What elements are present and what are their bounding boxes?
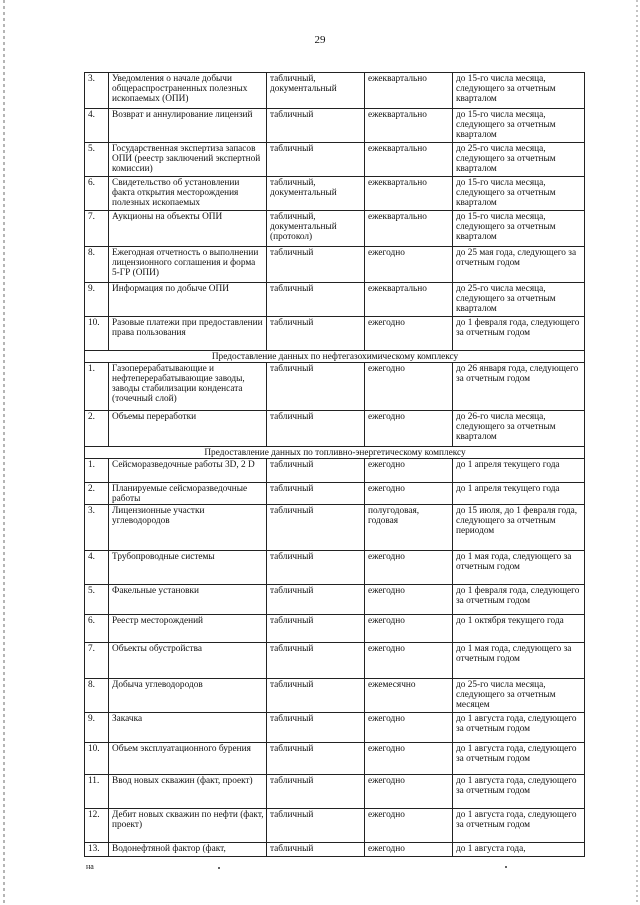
row-format: табличный xyxy=(267,743,365,775)
row-name: Газоперерабатывающие и нефтеперерабатывающие заводы, заводы стабилизации конденсата (точечный слой) xyxy=(109,363,267,411)
row-name: Реестр месторождений xyxy=(109,615,267,643)
row-name: Водонефтяной фактор (факт, xyxy=(109,843,267,857)
row-deadline: до 15-го числа месяца, следующего за отчетным кварталом xyxy=(453,211,585,247)
row-deadline: до 1 августа года, следующего за отчетным годом xyxy=(453,809,585,843)
table-row xyxy=(85,743,585,775)
row-number: 1. xyxy=(85,459,109,483)
row-deadline: до 15-го числа месяца, следующего за отчетным кварталом xyxy=(453,177,585,211)
row-format: табличный xyxy=(267,363,365,411)
row-name: Возврат и аннулирование лицензий xyxy=(109,109,267,143)
section-title: Предоставление данных по топливно-энергетическому комплексу xyxy=(85,447,585,459)
table-row xyxy=(85,643,585,679)
row-number: 6. xyxy=(85,615,109,643)
row-number: 10. xyxy=(85,317,109,351)
row-deadline: до 1 августа года, следующего за отчетным годом xyxy=(453,713,585,743)
row-deadline: до 26-го числа месяца, следующего за отчетным кварталом xyxy=(453,411,585,447)
row-format: табличный xyxy=(267,411,365,447)
row-deadline: до 15-го числа месяца, следующего за отчетным кварталом xyxy=(453,73,585,109)
row-name: Ежегодная отчетность о выполнении лицензионного соглашения и форма 5-ГР (ОПИ) xyxy=(109,247,267,283)
row-deadline: до 26 января года, следующего за отчетным годом xyxy=(453,363,585,411)
table-row xyxy=(85,713,585,743)
row-format: табличный xyxy=(267,483,365,505)
row-name: Объемы переработки xyxy=(109,411,267,447)
row-period: ежегодно xyxy=(365,317,453,351)
row-name: Объекты обустройства xyxy=(109,643,267,679)
table-row xyxy=(85,843,585,857)
table-row xyxy=(85,73,585,109)
table-row xyxy=(85,177,585,211)
row-name: Ввод новых скважин (факт, проект) xyxy=(109,775,267,809)
reporting-table xyxy=(84,72,585,857)
row-deadline: до 15-го числа месяца, следующего за отчетным кварталом xyxy=(453,109,585,143)
row-number: 12. xyxy=(85,809,109,843)
row-format: табличный xyxy=(267,283,365,317)
row-name: Государственная экспертиза запасов ОПИ (реестр заключений экспертной комиссии) xyxy=(109,143,267,177)
row-deadline: до 25-го числа месяца, следующего за отчетным кварталом xyxy=(453,283,585,317)
row-format: табличный xyxy=(267,809,365,843)
row-number: 3. xyxy=(85,505,109,551)
row-format: табличный xyxy=(267,143,365,177)
table-row xyxy=(85,247,585,283)
row-period: ежегодно xyxy=(365,809,453,843)
row-name: Свидетельство об установлении факта открытия месторождения полезных ископаемых xyxy=(109,177,267,211)
footnote: на xyxy=(86,862,94,871)
row-name: Объем эксплуатационного бурения xyxy=(109,743,267,775)
row-deadline: до 1 апреля текущего года xyxy=(453,483,585,505)
row-number: 8. xyxy=(85,679,109,713)
row-number: 2. xyxy=(85,411,109,447)
row-number: 11. xyxy=(85,775,109,809)
row-period: ежеквартально xyxy=(365,211,453,247)
row-number: 1. xyxy=(85,363,109,411)
row-deadline: до 25-го числа месяца, следующего за отчетным кварталом xyxy=(453,143,585,177)
row-period: ежегодно xyxy=(365,363,453,411)
row-deadline: до 1 февраля года, следующего за отчетным годом xyxy=(453,585,585,615)
row-name: Закачка xyxy=(109,713,267,743)
row-number: 13. xyxy=(85,843,109,857)
row-name: Дебит новых скважин по нефти (факт, проект) xyxy=(109,809,267,843)
row-deadline: до 1 октября текущего года xyxy=(453,615,585,643)
row-format: табличный xyxy=(267,109,365,143)
table-row xyxy=(85,211,585,247)
table-row xyxy=(85,459,585,483)
table-row xyxy=(85,317,585,351)
scan-speck xyxy=(218,867,220,869)
row-deadline: до 1 февраля года, следующего за отчетным годом xyxy=(453,317,585,351)
section-header-row xyxy=(85,447,585,459)
row-period: ежегодно xyxy=(365,743,453,775)
row-period: ежегодно xyxy=(365,615,453,643)
row-deadline: до 1 августа года, следующего за отчетным годом xyxy=(453,743,585,775)
table-row xyxy=(85,585,585,615)
row-number: 6. xyxy=(85,177,109,211)
row-deadline: до 1 мая года, следующего за отчетным годом xyxy=(453,551,585,585)
row-number: 5. xyxy=(85,585,109,615)
row-format: табличный xyxy=(267,551,365,585)
scan-speck xyxy=(505,866,507,868)
row-format: табличный xyxy=(267,775,365,809)
table-row xyxy=(85,143,585,177)
row-name: Добыча углеводородов xyxy=(109,679,267,713)
row-format: табличный xyxy=(267,615,365,643)
row-number: 10. xyxy=(85,743,109,775)
row-period: ежеквартально xyxy=(365,177,453,211)
table-row xyxy=(85,505,585,551)
row-number: 7. xyxy=(85,643,109,679)
row-name: Трубопроводные системы xyxy=(109,551,267,585)
row-format: табличный xyxy=(267,679,365,713)
table-row xyxy=(85,679,585,713)
row-period: ежеквартально xyxy=(365,283,453,317)
table-row xyxy=(85,809,585,843)
row-number: 2. xyxy=(85,483,109,505)
row-period: ежемесячно xyxy=(365,679,453,713)
row-format: табличный, документальный xyxy=(267,73,365,109)
section-title: Предоставление данных по нефтегазохимическому комплексу xyxy=(85,351,585,363)
row-format: табличный, документальный xyxy=(267,177,365,211)
table-row xyxy=(85,109,585,143)
row-format: табличный xyxy=(267,643,365,679)
row-name: Планируемые сейсморазведочные работы xyxy=(109,483,267,505)
row-period: ежегодно xyxy=(365,643,453,679)
row-name: Аукционы на объекты ОПИ xyxy=(109,211,267,247)
section-header-row xyxy=(85,351,585,363)
table-row xyxy=(85,283,585,317)
row-format: табличный, документальный (протокол) xyxy=(267,211,365,247)
scan-right-edge xyxy=(636,0,638,905)
row-period: ежегодно xyxy=(365,843,453,857)
table-row xyxy=(85,411,585,447)
row-format: табличный xyxy=(267,585,365,615)
row-period: ежегодно xyxy=(365,411,453,447)
page-number: 29 xyxy=(314,34,326,46)
scan-left-edge xyxy=(3,0,5,905)
row-number: 9. xyxy=(85,713,109,743)
row-deadline: до 1 апреля текущего года xyxy=(453,459,585,483)
row-deadline: до 25-го числа месяца, следующего за отчетным месяцем xyxy=(453,679,585,713)
row-name: Сейсморазведочные работы 3D, 2 D xyxy=(109,459,267,483)
row-period: ежеквартально xyxy=(365,73,453,109)
row-number: 3. xyxy=(85,73,109,109)
row-period: ежегодно xyxy=(365,247,453,283)
row-deadline: до 1 августа года, xyxy=(453,843,585,857)
row-deadline: до 15 июля, до 1 февраля года, следующего за отчетным периодом xyxy=(453,505,585,551)
row-format: табличный xyxy=(267,247,365,283)
table-row xyxy=(85,615,585,643)
row-number: 9. xyxy=(85,283,109,317)
table-row xyxy=(85,551,585,585)
row-format: табличный xyxy=(267,505,365,551)
row-period: ежегодно xyxy=(365,551,453,585)
row-deadline: до 1 августа года, следующего за отчетным годом xyxy=(453,775,585,809)
table-row xyxy=(85,775,585,809)
table-row xyxy=(85,363,585,411)
row-format: табличный xyxy=(267,317,365,351)
row-period: ежегодно xyxy=(365,585,453,615)
row-name: Лицензионные участки углеводородов xyxy=(109,505,267,551)
table-row xyxy=(85,483,585,505)
row-name: Факельные установки xyxy=(109,585,267,615)
row-number: 8. xyxy=(85,247,109,283)
row-number: 4. xyxy=(85,109,109,143)
row-number: 7. xyxy=(85,211,109,247)
row-number: 5. xyxy=(85,143,109,177)
row-period: ежегодно xyxy=(365,483,453,505)
row-period: ежегодно xyxy=(365,713,453,743)
table-body xyxy=(85,73,585,857)
row-period: ежегодно xyxy=(365,459,453,483)
row-name: Информация по добыче ОПИ xyxy=(109,283,267,317)
row-format: табличный xyxy=(267,459,365,483)
row-period: ежеквартально xyxy=(365,143,453,177)
row-format: табличный xyxy=(267,713,365,743)
row-deadline: до 1 мая года, следующего за отчетным годом xyxy=(453,643,585,679)
row-name: Разовые платежи при предоставлении права пользования xyxy=(109,317,267,351)
row-period: ежеквартально xyxy=(365,109,453,143)
row-deadline: до 25 мая года, следующего за отчетным годом xyxy=(453,247,585,283)
row-number: 4. xyxy=(85,551,109,585)
row-period: полугодовая, годовая xyxy=(365,505,453,551)
row-name: Уведомления о начале добычи общераспространенных полезных ископаемых (ОПИ) xyxy=(109,73,267,109)
row-period: ежегодно xyxy=(365,775,453,809)
row-format: табличный xyxy=(267,843,365,857)
